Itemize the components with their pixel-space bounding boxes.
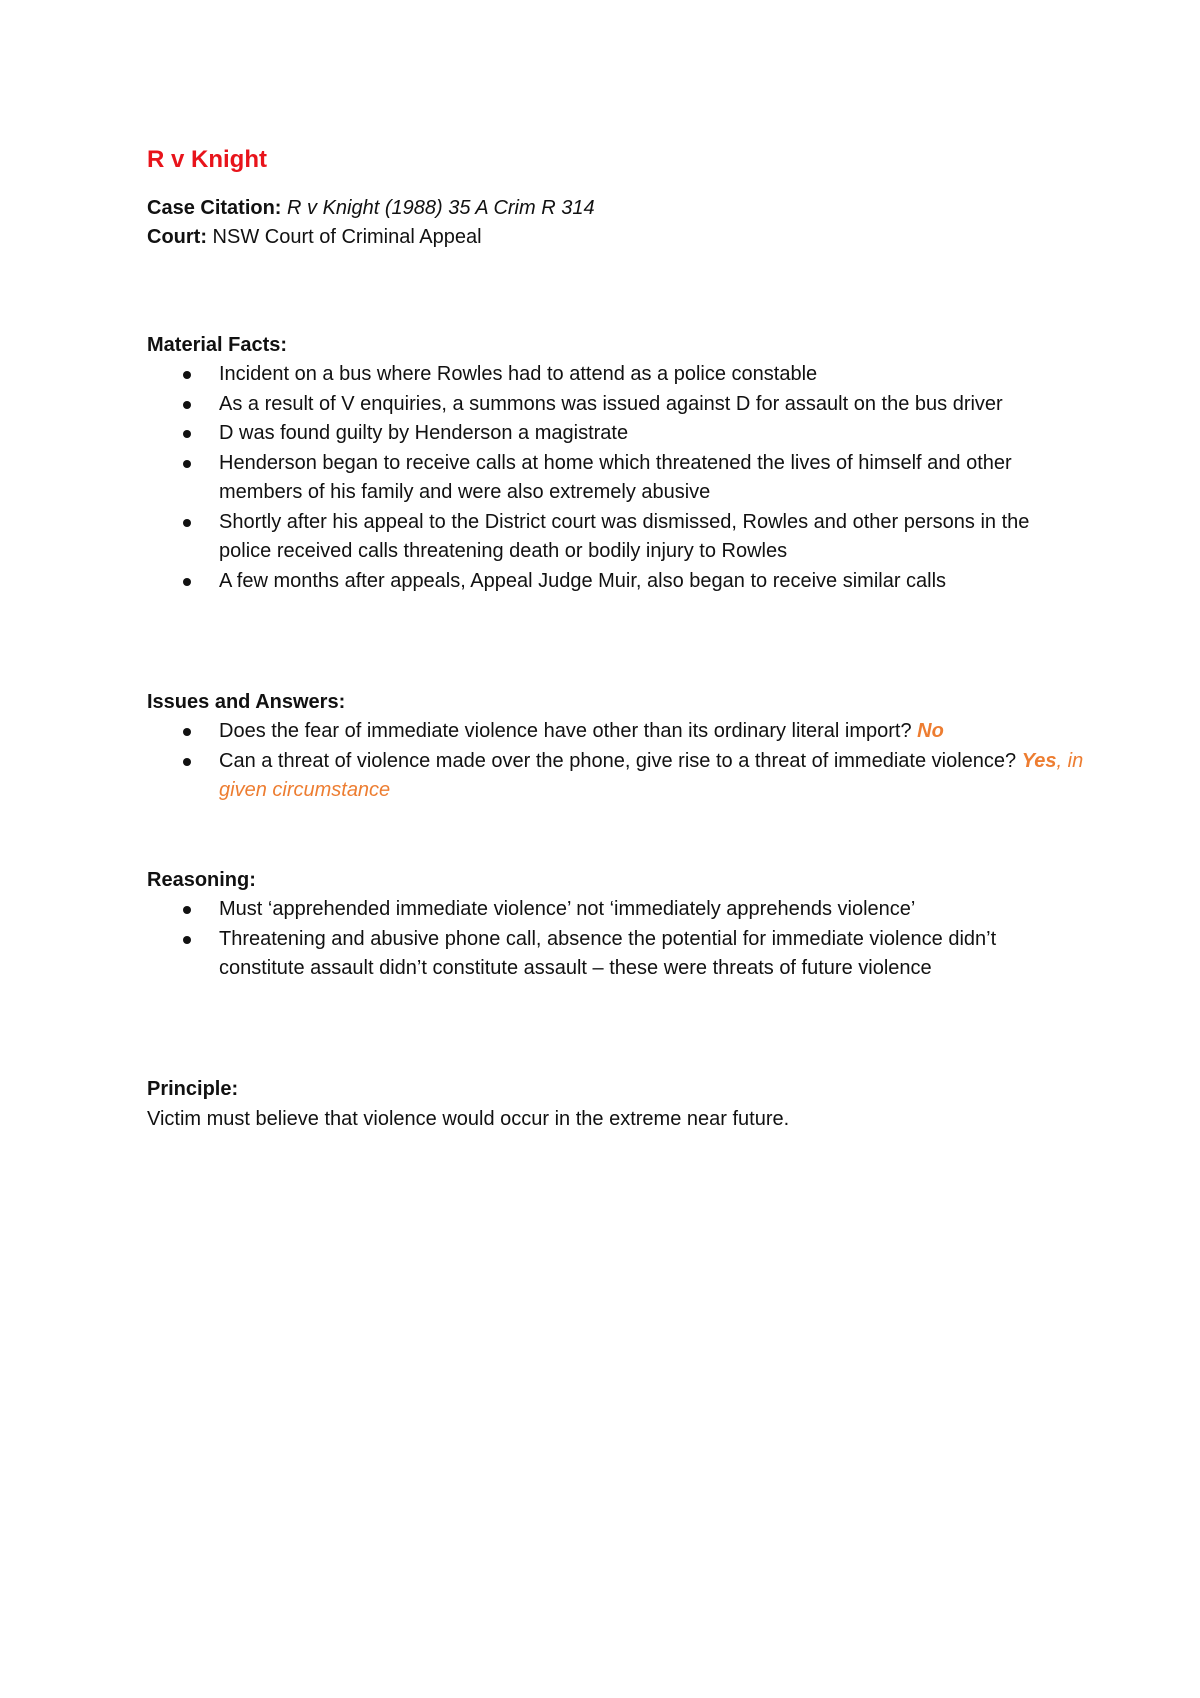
- bullet-icon: [183, 371, 191, 379]
- list-item: [147, 419, 1087, 449]
- issue-answer-bold: Yes: [1021, 749, 1057, 772]
- issue-question: Does the fear of immediate violence have other than its ordinary literal import?: [219, 720, 912, 742]
- list-item: [147, 567, 1087, 597]
- court-label: Court:: [147, 226, 207, 248]
- material-facts-heading: Material Facts:: [147, 334, 288, 356]
- list-item: [147, 360, 1087, 390]
- issue-question: Can a threat of violence made over the phone, give rise to a threat of immediate violence?: [219, 749, 1017, 772]
- reasoning-heading: Reasoning:: [147, 869, 256, 891]
- bullet-icon: [183, 430, 191, 438]
- bullet-icon: [183, 936, 191, 944]
- case-citation-value: R v Knight (1988) 35 A Crim R 314: [287, 197, 595, 219]
- case-citation: [147, 193, 595, 223]
- list-item: [147, 925, 1087, 984]
- fact-text: Incident on a bus where Rowles had to attend as a police constable: [219, 363, 818, 385]
- court-value: NSW Court of Criminal Appeal: [212, 226, 482, 248]
- bullet-icon: [183, 460, 191, 468]
- reasoning-text: Must ‘apprehended immediate violence’ not ‘immediately apprehends violence’: [219, 898, 916, 920]
- principle-heading: Principle:: [147, 1078, 239, 1100]
- fact-text: A few months after appeals, Appeal Judge Muir, also began to receive similar calls: [219, 569, 947, 592]
- issue-answer: [917, 720, 944, 742]
- fact-text: As a result of V enquiries, a summons was issued against D for assault on the bus driver: [219, 392, 1003, 415]
- list-item: [147, 717, 1087, 747]
- reasoning-text: Threatening and abusive phone call, absence the potential for immediate violence didn’t constitute assault didn’t constitute assault – these were threats of future violence: [219, 927, 997, 979]
- bullet-icon: [183, 401, 191, 409]
- list-item: [147, 449, 1087, 508]
- list-item: [147, 895, 1087, 925]
- bullet-icon: [183, 519, 191, 527]
- material-facts-list: [147, 360, 1087, 596]
- issues-heading: Issues and Answers:: [147, 691, 346, 713]
- issues-list: [147, 717, 1087, 806]
- bullet-icon: [183, 906, 191, 914]
- bullet-icon: [183, 578, 191, 586]
- principle-text: Victim must believe that violence would occur in the extreme near future.: [147, 1108, 790, 1130]
- case-title: R v Knight: [147, 146, 267, 173]
- list-item: [147, 508, 1087, 567]
- reasoning-list: [147, 895, 1087, 984]
- court-line: [147, 222, 482, 252]
- fact-text: Henderson began to receive calls at home which threatened the lives of himself and other members of his family and were also extremely abusive: [219, 451, 1012, 503]
- issue-answer-rest: , in given circumstance: [219, 749, 1084, 801]
- fact-text: Shortly after his appeal to the District court was dismissed, Rowles and other persons in the police received calls threatening death or bodily injury to Rowles: [219, 510, 1030, 562]
- bullet-icon: [183, 728, 191, 736]
- case-citation-label: Case Citation:: [147, 197, 282, 219]
- bullet-icon: [183, 758, 191, 766]
- list-item: [147, 390, 1087, 420]
- fact-text: D was found guilty by Henderson a magistrate: [219, 422, 629, 444]
- issue-answer-bold: No: [917, 720, 944, 742]
- list-item: [147, 747, 1087, 806]
